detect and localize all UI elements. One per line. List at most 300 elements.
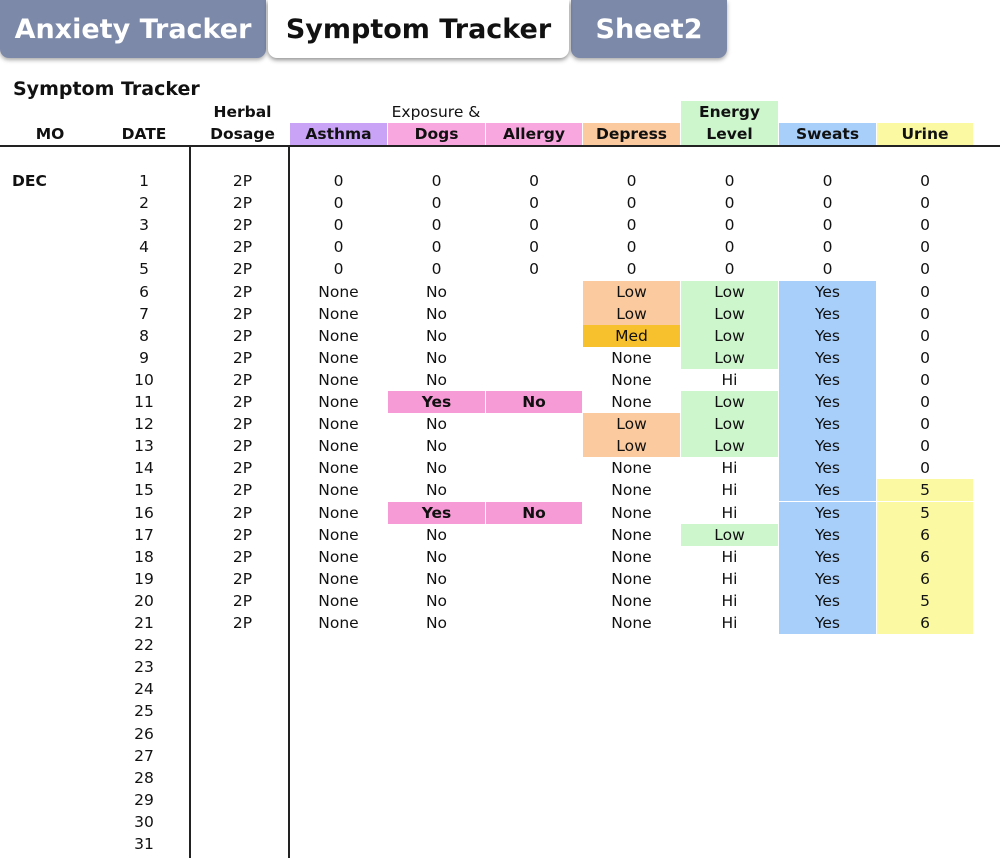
cell-depress[interactable] — [583, 656, 680, 678]
cell-date[interactable]: 27 — [134, 747, 154, 765]
cell-mo[interactable] — [12, 479, 87, 501]
cell-sweats[interactable]: 0 — [822, 260, 833, 278]
tab-sheet2[interactable]: Sheet2 — [571, 0, 727, 58]
cell-energy[interactable]: 0 — [724, 216, 735, 234]
cell-dogs[interactable]: No — [425, 548, 448, 566]
cell-allergy[interactable] — [486, 700, 582, 722]
cell-energy[interactable] — [681, 723, 778, 745]
cell-dogs[interactable]: No — [425, 592, 448, 610]
cell-herbal[interactable]: 2P — [232, 216, 253, 234]
cell-dogs[interactable]: No — [425, 614, 448, 632]
cell-sweats[interactable]: Yes — [779, 457, 876, 479]
cell-depress[interactable]: 0 — [626, 260, 637, 278]
cell-date[interactable]: 21 — [134, 614, 154, 632]
cell-herbal[interactable] — [195, 767, 290, 789]
cell-energy[interactable] — [681, 811, 778, 833]
cell-depress[interactable]: None — [611, 481, 652, 499]
cell-mo[interactable] — [12, 391, 87, 413]
cell-mo[interactable] — [12, 789, 87, 811]
cell-dogs[interactable] — [388, 767, 485, 789]
cell-depress[interactable]: Low — [583, 413, 680, 435]
cell-allergy[interactable] — [486, 678, 582, 700]
cell-date[interactable]: 18 — [134, 548, 154, 566]
cell-date[interactable]: 11 — [134, 393, 154, 411]
cell-asthma[interactable]: None — [318, 548, 359, 566]
cell-energy[interactable]: Hi — [721, 614, 738, 632]
cell-urine[interactable] — [877, 634, 973, 656]
cell-urine[interactable]: 0 — [920, 349, 930, 367]
cell-energy[interactable]: Low — [681, 435, 778, 457]
cell-urine[interactable]: 0 — [920, 194, 930, 212]
cell-asthma[interactable]: None — [318, 592, 359, 610]
cell-dogs[interactable] — [388, 745, 485, 767]
cell-herbal[interactable]: 2P — [232, 614, 253, 632]
cell-urine[interactable] — [877, 745, 973, 767]
cell-energy[interactable]: Low — [681, 281, 778, 303]
cell-mo[interactable] — [12, 214, 87, 236]
cell-urine[interactable]: 0 — [920, 305, 930, 323]
cell-dogs[interactable]: Yes — [388, 502, 485, 524]
cell-asthma[interactable] — [290, 833, 387, 855]
cell-date[interactable]: 8 — [139, 327, 149, 345]
cell-date[interactable]: 17 — [134, 526, 154, 544]
tab-symptom-tracker[interactable]: Symptom Tracker — [268, 0, 569, 58]
cell-depress[interactable] — [583, 634, 680, 656]
cell-energy[interactable]: Hi — [721, 570, 738, 588]
cell-allergy[interactable] — [486, 723, 582, 745]
cell-urine[interactable]: 0 — [920, 172, 930, 190]
cell-dogs[interactable]: No — [425, 415, 448, 433]
cell-dogs[interactable]: 0 — [431, 238, 442, 256]
cell-energy[interactable]: Low — [681, 303, 778, 325]
cell-herbal[interactable]: 2P — [232, 459, 253, 477]
cell-sweats[interactable] — [779, 789, 876, 811]
cell-herbal[interactable] — [195, 678, 290, 700]
cell-herbal[interactable] — [195, 700, 290, 722]
cell-date[interactable]: 4 — [139, 238, 149, 256]
cell-depress[interactable] — [583, 789, 680, 811]
cell-dogs[interactable]: No — [425, 481, 448, 499]
cell-energy[interactable]: Hi — [721, 371, 738, 389]
cell-asthma[interactable]: None — [318, 371, 359, 389]
cell-asthma[interactable]: None — [318, 526, 359, 544]
cell-energy[interactable]: Low — [681, 347, 778, 369]
cell-urine[interactable]: 0 — [920, 437, 930, 455]
cell-allergy[interactable] — [486, 612, 582, 634]
cell-dogs[interactable] — [388, 634, 485, 656]
cell-urine[interactable]: 0 — [920, 459, 930, 477]
cell-herbal[interactable]: 2P — [232, 238, 253, 256]
cell-allergy[interactable]: 0 — [529, 260, 539, 278]
cell-dogs[interactable] — [388, 789, 485, 811]
cell-herbal[interactable]: 2P — [232, 437, 253, 455]
cell-urine[interactable]: 0 — [920, 283, 930, 301]
cell-depress[interactable]: None — [611, 459, 652, 477]
cell-allergy[interactable] — [486, 833, 582, 855]
cell-depress[interactable] — [583, 678, 680, 700]
cell-energy[interactable] — [681, 745, 778, 767]
cell-dogs[interactable]: No — [425, 437, 448, 455]
cell-energy[interactable] — [681, 833, 778, 855]
cell-urine[interactable]: 0 — [920, 371, 930, 389]
cell-herbal[interactable] — [195, 656, 290, 678]
cell-allergy[interactable]: No — [486, 391, 582, 413]
cell-asthma[interactable] — [290, 789, 387, 811]
cell-energy[interactable]: Hi — [721, 592, 738, 610]
cell-allergy[interactable] — [486, 656, 582, 678]
cell-energy[interactable]: Low — [681, 524, 778, 546]
cell-depress[interactable] — [583, 745, 680, 767]
cell-allergy[interactable] — [486, 524, 582, 546]
cell-allergy[interactable]: 0 — [529, 238, 539, 256]
cell-mo[interactable] — [12, 347, 87, 369]
cell-depress[interactable] — [583, 767, 680, 789]
cell-allergy[interactable] — [486, 568, 582, 590]
cell-sweats[interactable] — [779, 745, 876, 767]
cell-sweats[interactable]: Yes — [779, 325, 876, 347]
cell-urine[interactable] — [877, 767, 973, 789]
cell-depress[interactable] — [583, 811, 680, 833]
cell-energy[interactable]: 0 — [724, 260, 735, 278]
cell-energy[interactable] — [681, 700, 778, 722]
cell-energy[interactable]: Hi — [721, 504, 738, 522]
cell-date[interactable]: 2 — [139, 194, 149, 212]
cell-asthma[interactable]: None — [318, 459, 359, 477]
cell-date[interactable]: 1 — [139, 172, 149, 190]
cell-allergy[interactable] — [486, 281, 582, 303]
cell-sweats[interactable]: Yes — [779, 568, 876, 590]
cell-asthma[interactable] — [290, 656, 387, 678]
cell-sweats[interactable]: Yes — [779, 391, 876, 413]
cell-dogs[interactable]: No — [425, 349, 448, 367]
cell-allergy[interactable] — [486, 811, 582, 833]
cell-allergy[interactable]: 0 — [529, 172, 539, 190]
cell-date[interactable]: 30 — [134, 813, 154, 831]
cell-depress[interactable] — [583, 700, 680, 722]
cell-urine[interactable] — [877, 700, 973, 722]
cell-date[interactable]: 31 — [134, 835, 154, 853]
cell-urine[interactable] — [877, 811, 973, 833]
cell-mo[interactable] — [12, 723, 87, 745]
cell-asthma[interactable]: 0 — [333, 172, 344, 190]
cell-urine[interactable] — [877, 833, 973, 855]
cell-mo[interactable] — [12, 236, 87, 258]
cell-mo[interactable] — [12, 590, 87, 612]
cell-energy[interactable] — [681, 656, 778, 678]
cell-allergy[interactable]: 0 — [529, 194, 539, 212]
cell-dogs[interactable]: No — [425, 283, 448, 301]
cell-herbal[interactable] — [195, 833, 290, 855]
cell-asthma[interactable]: 0 — [333, 194, 344, 212]
cell-asthma[interactable] — [290, 811, 387, 833]
cell-sweats[interactable] — [779, 634, 876, 656]
cell-dogs[interactable] — [388, 700, 485, 722]
cell-date[interactable]: 28 — [134, 769, 154, 787]
cell-date[interactable]: 7 — [139, 305, 149, 323]
cell-date[interactable]: 20 — [134, 592, 154, 610]
cell-allergy[interactable] — [486, 347, 582, 369]
cell-asthma[interactable]: None — [318, 481, 359, 499]
cell-asthma[interactable]: None — [318, 283, 359, 301]
cell-urine[interactable]: 0 — [920, 260, 930, 278]
cell-mo[interactable] — [12, 700, 87, 722]
cell-depress[interactable]: 0 — [626, 216, 637, 234]
cell-asthma[interactable] — [290, 745, 387, 767]
cell-herbal[interactable]: 2P — [232, 371, 253, 389]
cell-herbal[interactable] — [195, 811, 290, 833]
cell-sweats[interactable] — [779, 700, 876, 722]
cell-date[interactable]: 24 — [134, 680, 154, 698]
cell-herbal[interactable] — [195, 634, 290, 656]
cell-asthma[interactable] — [290, 700, 387, 722]
cell-allergy[interactable] — [486, 745, 582, 767]
cell-dogs[interactable]: 0 — [431, 260, 442, 278]
cell-allergy[interactable]: No — [486, 502, 582, 524]
cell-allergy[interactable] — [486, 789, 582, 811]
cell-asthma[interactable]: None — [318, 305, 359, 323]
cell-herbal[interactable]: 2P — [232, 481, 253, 499]
cell-herbal[interactable]: 2P — [232, 172, 253, 190]
cell-date[interactable]: 12 — [134, 415, 154, 433]
cell-herbal[interactable]: 2P — [232, 393, 253, 411]
cell-asthma[interactable]: None — [318, 504, 359, 522]
cell-mo[interactable] — [12, 767, 87, 789]
cell-mo[interactable] — [12, 612, 87, 634]
cell-herbal[interactable]: 2P — [232, 526, 253, 544]
cell-allergy[interactable] — [486, 634, 582, 656]
cell-energy[interactable]: 0 — [724, 194, 735, 212]
cell-date[interactable]: 10 — [134, 371, 154, 389]
cell-date[interactable]: 6 — [139, 283, 149, 301]
cell-dogs[interactable] — [388, 811, 485, 833]
cell-energy[interactable] — [681, 634, 778, 656]
cell-mo[interactable] — [12, 303, 87, 325]
cell-dogs[interactable]: Yes — [388, 391, 485, 413]
cell-urine[interactable] — [877, 656, 973, 678]
cell-allergy[interactable] — [486, 457, 582, 479]
cell-asthma[interactable] — [290, 634, 387, 656]
cell-dogs[interactable]: No — [425, 459, 448, 477]
cell-herbal[interactable]: 2P — [232, 504, 253, 522]
cell-sweats[interactable] — [779, 656, 876, 678]
cell-urine[interactable]: 6 — [877, 524, 973, 546]
cell-allergy[interactable] — [486, 767, 582, 789]
cell-urine[interactable]: 0 — [920, 238, 930, 256]
cell-sweats[interactable]: Yes — [779, 435, 876, 457]
cell-mo[interactable] — [12, 634, 87, 656]
cell-date[interactable]: 19 — [134, 570, 154, 588]
cell-herbal[interactable]: 2P — [232, 194, 253, 212]
cell-date[interactable]: 25 — [134, 702, 154, 720]
cell-dogs[interactable]: No — [425, 305, 448, 323]
cell-asthma[interactable]: None — [318, 327, 359, 345]
cell-dogs[interactable]: No — [425, 570, 448, 588]
cell-sweats[interactable]: Yes — [779, 546, 876, 568]
cell-herbal[interactable]: 2P — [232, 260, 253, 278]
cell-energy[interactable]: Low — [681, 391, 778, 413]
cell-dogs[interactable]: 0 — [431, 194, 442, 212]
cell-asthma[interactable]: None — [318, 393, 359, 411]
cell-date[interactable]: 14 — [134, 459, 154, 477]
cell-herbal[interactable]: 2P — [232, 415, 253, 433]
cell-urine[interactable]: 6 — [877, 546, 973, 568]
cell-dogs[interactable]: No — [425, 371, 448, 389]
cell-dogs[interactable] — [388, 656, 485, 678]
cell-asthma[interactable] — [290, 678, 387, 700]
cell-dogs[interactable]: No — [425, 526, 448, 544]
cell-allergy[interactable] — [486, 590, 582, 612]
cell-mo[interactable] — [12, 678, 87, 700]
cell-sweats[interactable]: 0 — [822, 194, 833, 212]
cell-depress[interactable]: 0 — [626, 172, 637, 190]
cell-urine[interactable] — [877, 678, 973, 700]
cell-herbal[interactable]: 2P — [232, 570, 253, 588]
cell-sweats[interactable]: Yes — [779, 347, 876, 369]
cell-depress[interactable]: Med — [583, 325, 680, 347]
cell-urine[interactable]: 0 — [920, 327, 930, 345]
cell-urine[interactable] — [877, 723, 973, 745]
cell-depress[interactable]: None — [611, 504, 652, 522]
cell-date[interactable]: 16 — [134, 504, 154, 522]
cell-energy[interactable]: Low — [681, 413, 778, 435]
cell-mo[interactable] — [12, 369, 87, 391]
cell-allergy[interactable] — [486, 369, 582, 391]
cell-urine[interactable]: 5 — [877, 479, 973, 501]
cell-asthma[interactable]: None — [318, 570, 359, 588]
cell-energy[interactable]: Hi — [721, 481, 738, 499]
cell-depress[interactable]: None — [611, 371, 652, 389]
cell-sweats[interactable]: 0 — [822, 172, 833, 190]
cell-herbal[interactable]: 2P — [232, 283, 253, 301]
cell-sweats[interactable] — [779, 811, 876, 833]
cell-mo[interactable]: DEC — [12, 172, 47, 190]
cell-sweats[interactable]: Yes — [779, 413, 876, 435]
cell-urine[interactable]: 0 — [920, 415, 930, 433]
cell-mo[interactable] — [12, 568, 87, 590]
cell-sweats[interactable]: Yes — [779, 479, 876, 501]
cell-depress[interactable] — [583, 833, 680, 855]
cell-allergy[interactable] — [486, 325, 582, 347]
cell-sweats[interactable]: Yes — [779, 369, 876, 391]
cell-energy[interactable]: Hi — [721, 459, 738, 477]
cell-asthma[interactable]: None — [318, 349, 359, 367]
cell-date[interactable]: 22 — [134, 636, 154, 654]
cell-mo[interactable] — [12, 281, 87, 303]
cell-mo[interactable] — [12, 435, 87, 457]
cell-sweats[interactable]: Yes — [779, 303, 876, 325]
cell-asthma[interactable]: 0 — [333, 260, 344, 278]
cell-energy[interactable]: 0 — [724, 172, 735, 190]
cell-mo[interactable] — [12, 325, 87, 347]
cell-dogs[interactable]: 0 — [431, 216, 442, 234]
cell-herbal[interactable]: 2P — [232, 349, 253, 367]
cell-date[interactable]: 26 — [134, 725, 154, 743]
cell-energy[interactable]: 0 — [724, 238, 735, 256]
cell-asthma[interactable] — [290, 767, 387, 789]
cell-depress[interactable]: None — [611, 548, 652, 566]
cell-allergy[interactable] — [486, 479, 582, 501]
cell-date[interactable]: 29 — [134, 791, 154, 809]
cell-sweats[interactable]: 0 — [822, 238, 833, 256]
cell-mo[interactable] — [12, 457, 87, 479]
cell-asthma[interactable]: 0 — [333, 216, 344, 234]
cell-date[interactable]: 5 — [139, 260, 149, 278]
cell-depress[interactable]: Low — [583, 435, 680, 457]
cell-sweats[interactable]: Yes — [779, 502, 876, 524]
cell-depress[interactable]: None — [611, 349, 652, 367]
cell-mo[interactable] — [12, 656, 87, 678]
cell-asthma[interactable] — [290, 723, 387, 745]
cell-depress[interactable]: None — [611, 393, 652, 411]
cell-asthma[interactable]: 0 — [333, 238, 344, 256]
cell-dogs[interactable] — [388, 678, 485, 700]
cell-allergy[interactable]: 0 — [529, 216, 539, 234]
cell-depress[interactable]: None — [611, 570, 652, 588]
cell-depress[interactable] — [583, 723, 680, 745]
cell-depress[interactable]: 0 — [626, 238, 637, 256]
cell-sweats[interactable] — [779, 678, 876, 700]
cell-herbal[interactable]: 2P — [232, 305, 253, 323]
cell-herbal[interactable]: 2P — [232, 327, 253, 345]
cell-mo[interactable] — [12, 546, 87, 568]
cell-herbal[interactable]: 2P — [232, 548, 253, 566]
cell-urine[interactable]: 6 — [877, 568, 973, 590]
cell-sweats[interactable]: 0 — [822, 216, 833, 234]
cell-asthma[interactable]: None — [318, 415, 359, 433]
cell-sweats[interactable]: Yes — [779, 281, 876, 303]
cell-allergy[interactable] — [486, 413, 582, 435]
cell-allergy[interactable] — [486, 303, 582, 325]
cell-urine[interactable]: 6 — [877, 612, 973, 634]
cell-mo[interactable] — [12, 745, 87, 767]
cell-date[interactable]: 9 — [139, 349, 149, 367]
cell-urine[interactable]: 0 — [920, 393, 930, 411]
cell-urine[interactable]: 0 — [920, 216, 930, 234]
cell-date[interactable]: 15 — [134, 481, 154, 499]
cell-date[interactable]: 3 — [139, 216, 149, 234]
cell-mo[interactable] — [12, 192, 87, 214]
cell-depress[interactable]: Low — [583, 281, 680, 303]
cell-depress[interactable]: None — [611, 614, 652, 632]
cell-herbal[interactable] — [195, 789, 290, 811]
cell-mo[interactable] — [12, 811, 87, 833]
cell-energy[interactable]: Low — [681, 325, 778, 347]
cell-allergy[interactable] — [486, 546, 582, 568]
cell-date[interactable]: 23 — [134, 658, 154, 676]
cell-energy[interactable]: Hi — [721, 548, 738, 566]
cell-depress[interactable]: None — [611, 592, 652, 610]
cell-date[interactable]: 13 — [134, 437, 154, 455]
cell-asthma[interactable]: None — [318, 437, 359, 455]
cell-asthma[interactable]: None — [318, 614, 359, 632]
cell-sweats[interactable] — [779, 767, 876, 789]
cell-mo[interactable] — [12, 413, 87, 435]
cell-sweats[interactable] — [779, 833, 876, 855]
cell-urine[interactable]: 5 — [877, 590, 973, 612]
cell-sweats[interactable]: Yes — [779, 590, 876, 612]
cell-dogs[interactable] — [388, 723, 485, 745]
cell-depress[interactable]: Low — [583, 303, 680, 325]
cell-dogs[interactable]: 0 — [431, 172, 442, 190]
cell-dogs[interactable]: No — [425, 327, 448, 345]
cell-urine[interactable] — [877, 789, 973, 811]
cell-sweats[interactable] — [779, 723, 876, 745]
cell-dogs[interactable] — [388, 833, 485, 855]
cell-energy[interactable] — [681, 678, 778, 700]
cell-herbal[interactable] — [195, 745, 290, 767]
cell-urine[interactable]: 5 — [877, 502, 973, 524]
cell-depress[interactable]: None — [611, 526, 652, 544]
